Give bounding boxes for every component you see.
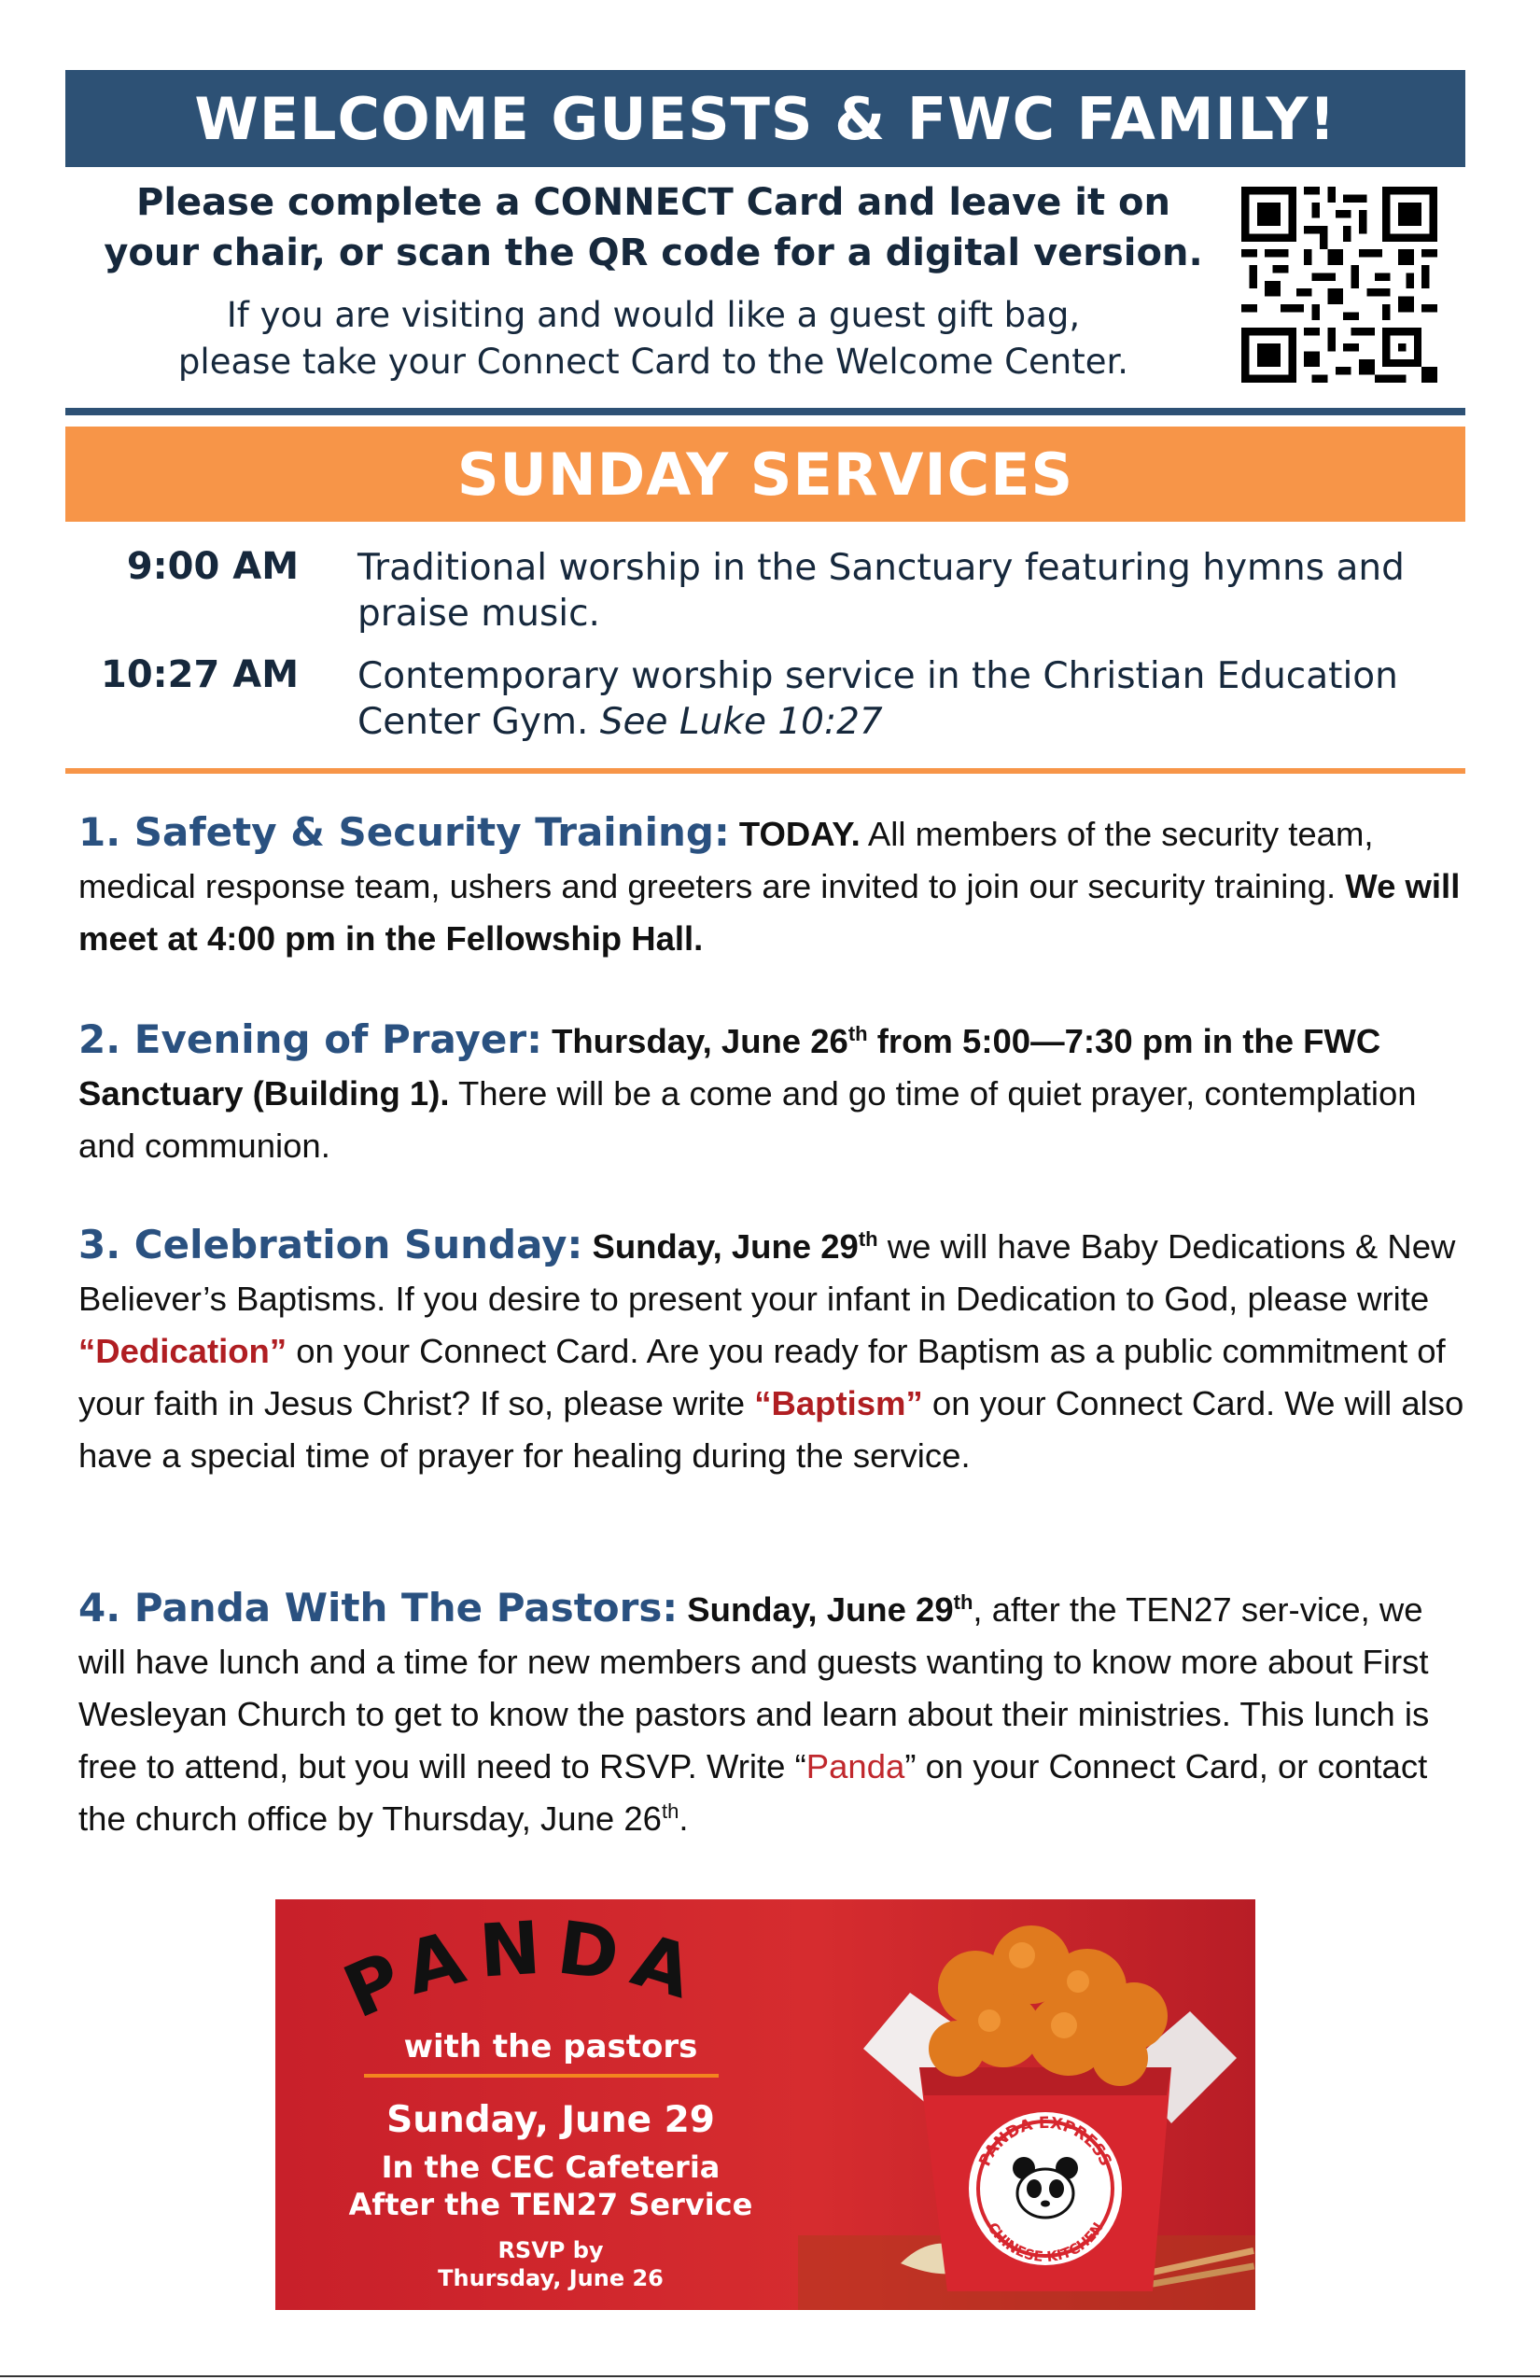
- logo-text-top: PANDA EXPRESS: [975, 2113, 1115, 2170]
- announcement-body-1: , after the TEN27 ser-vice, we will have lunch and a time for new members and guests wanting to know more about First Wesleyan Church to get to know the pastors and learn about their ministries. This lunch is free to attend, but you will need to RSVP. Write “: [78, 1590, 1430, 1785]
- ordinal-suffix: th: [847, 1021, 868, 1045]
- announcement-heading: 4. Panda With The Pastors:: [78, 1585, 679, 1631]
- announcement-lead: TODAY.: [738, 815, 861, 853]
- announcement-evening-prayer: [78, 1014, 1469, 1172]
- announcement-body: There will be a come and go time of quiet prayer, contemplation and communion.: [78, 1074, 1417, 1165]
- promo-timing: After the TEN27 Service: [348, 2187, 753, 2222]
- qr-code[interactable]: [1241, 187, 1437, 383]
- promo-date: Sunday, June 29: [386, 2099, 715, 2141]
- announcement-body: All members of the security team, medical response team, ushers and greeters are invited to join our security training.: [78, 815, 1374, 905]
- connect-card-line-1: Please complete a CONNECT Card and leave it on: [136, 181, 1170, 224]
- announcement-time-place: from 5:00—7:30 pm in the FWC Sanctuary (Building 1).: [78, 1022, 1381, 1113]
- announcement-body-2: ” on your Connect Card, or contact the church office by Thursday, June 26: [78, 1747, 1428, 1838]
- ordinal-suffix: th: [953, 1589, 973, 1614]
- announcement-date: Thursday, June 26: [552, 1022, 848, 1060]
- orange-divider: [65, 768, 1465, 774]
- connect-card-line-2: your chair, or scan the QR code for a digital version.: [104, 231, 1203, 274]
- service-desc-1-text: Traditional worship in the Sanctuary featuring hymns and praise music.: [357, 547, 1405, 635]
- promo-subtitle: with the pastors: [403, 2028, 698, 2065]
- dedication-keyword: “Dedication”: [78, 1332, 287, 1370]
- panda-express-box-image: [798, 1899, 1255, 2310]
- blue-divider: [65, 408, 1465, 415]
- guest-gift-line-2: please take your Connect Card to the Welcome Center.: [177, 342, 1129, 382]
- page-bottom-border: [0, 2375, 1540, 2377]
- announcement-body-2: on your Connect Card. Are you ready for Baptism as a public commitment of your faith in Jesus Christ? If so, please write: [78, 1332, 1446, 1422]
- service-desc-2-text: Contemporary worship service in the Christian Education Center Gym.: [357, 655, 1398, 743]
- announcement-panda-pastors: [78, 1582, 1469, 1845]
- promo-divider: [364, 2074, 719, 2078]
- promo-rsvp-date: Thursday, June 26: [438, 2265, 664, 2291]
- orange-chicken-icon: [929, 1925, 1168, 2086]
- announcement-date: Sunday, June 29: [687, 1590, 954, 1629]
- announcement-body-1: we will have Baby Dedications & New Believer’s Baptisms. If you desire to present your infant in Dedication to God, please write: [78, 1227, 1456, 1318]
- svg-text:PANDA: [332, 1906, 714, 2035]
- guest-gift-line-1: If you are visiting and would like a guest gift bag,: [226, 295, 1081, 335]
- services-title: SUNDAY SERVICES: [456, 440, 1074, 509]
- announcement-safety-training: [78, 806, 1469, 965]
- panda-promo-graphic: [275, 1899, 1255, 2310]
- service-desc-2: [357, 653, 1459, 745]
- ordinal-suffix: th: [661, 1799, 679, 1823]
- service-scripture-ref: See Luke 10:27: [599, 701, 883, 743]
- promo-rsvp-label: RSVP by: [497, 2237, 604, 2263]
- announcement-heading: 3. Celebration Sunday:: [78, 1222, 583, 1267]
- panda-keyword: Panda: [805, 1747, 905, 1785]
- service-desc-1: [357, 545, 1459, 637]
- welcome-banner: [65, 70, 1465, 167]
- panda-word-text: PANDA: [332, 1905, 714, 2036]
- logo-text-bottom: CHINESE KITCHEN: [984, 2219, 1107, 2266]
- announcement-end: .: [679, 1799, 689, 1838]
- announcement-heading: 2. Evening of Prayer:: [78, 1016, 542, 1062]
- announcement-celebration-sunday: [78, 1219, 1469, 1482]
- services-banner: [65, 427, 1465, 522]
- service-time-2: 10:27 AM: [100, 653, 299, 696]
- announcement-meeting-info: We will meet at 4:00 pm in the Fellowship Hall.: [78, 867, 1461, 958]
- ordinal-suffix: th: [858, 1226, 878, 1251]
- welcome-title: WELCOME GUESTS & FWC FAMILY!: [194, 84, 1337, 153]
- service-time-1: 9:00 AM: [126, 545, 299, 588]
- announcement-body-3: on your Connect Card. We will also have a special time of prayer for healing during the service.: [78, 1384, 1464, 1475]
- announcement-date: Sunday, June 29: [592, 1227, 859, 1266]
- baptism-keyword: “Baptism”: [754, 1384, 923, 1422]
- promo-location: In the CEC Cafeteria: [381, 2149, 721, 2185]
- announcement-heading: 1. Safety & Security Training:: [78, 809, 730, 855]
